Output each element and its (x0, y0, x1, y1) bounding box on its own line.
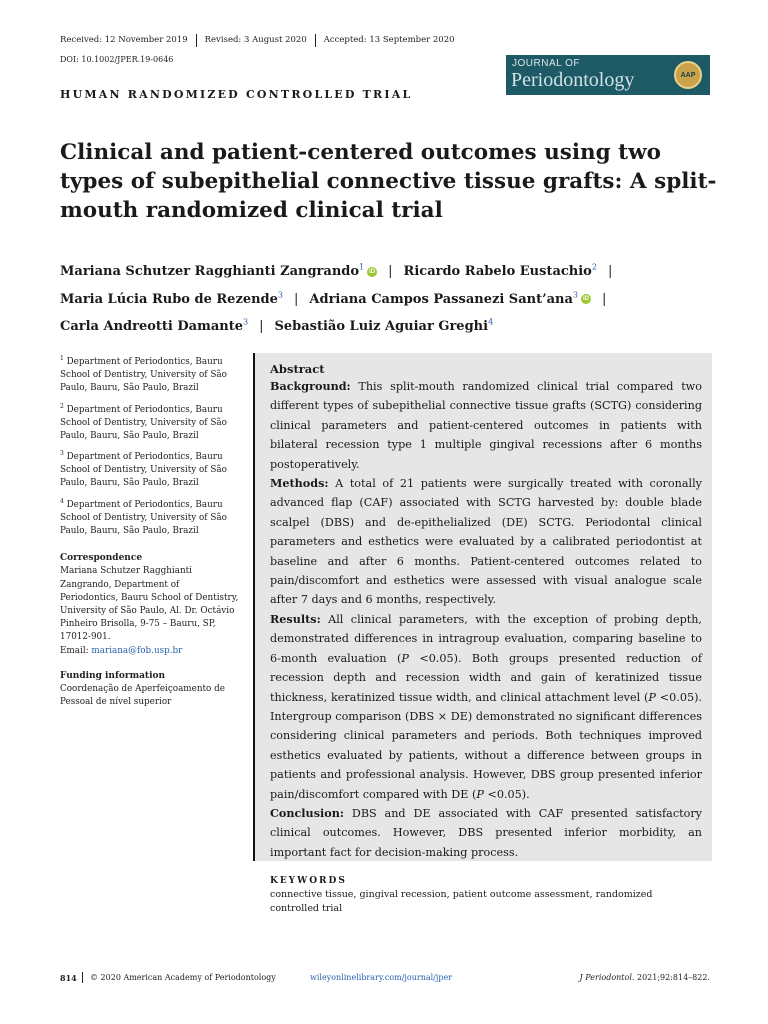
journal-small-label: JOURNAL OF (512, 58, 580, 69)
orcid-icon[interactable]: iD (369, 268, 376, 275)
author[interactable]: Sebastião Luiz Aguiar Greghi$^4$ (274, 317, 494, 334)
author-separator: | (607, 264, 613, 280)
page-number: 814 (60, 973, 77, 983)
funding-heading: Funding information (60, 670, 166, 681)
author[interactable]: Carla Andreotti Damante$^3$ (60, 317, 249, 334)
revised-date: Revised: 3 August 2020 (197, 34, 316, 47)
affiliation: $^2$ Department of Periodontics, Bauru School of Dentistry, University of São Paulo, Bauru, São Paulo, Brazil (60, 402, 227, 441)
journal-logo (506, 55, 710, 95)
received-date: Received: 12 November 2019 (60, 34, 197, 47)
article-title: Clinical and patient-centered outcomes using two types of subepithelial connective tissue grafts: A split-mouth randomized clinical trial (60, 140, 717, 223)
funding-text: Coordenação de Aperfeiçoamento de Pessoal de nível superior (60, 683, 225, 708)
footer-divider (82, 972, 83, 983)
affiliations-column (60, 352, 240, 713)
accepted-date: Accepted: 13 September 2020 (323, 35, 455, 45)
author[interactable]: Adriana Campos Passanezi Sant’ana$^3$ iD (309, 290, 589, 307)
author[interactable]: Mariana Schutzer Ragghianti Zangrando$^1$ iD (60, 263, 376, 280)
author-list (60, 256, 720, 338)
correspondence-text: Mariana Schutzer Ragghianti Zangrando, Department of Periodontics, Bauru School of Dentistry, University of São Paulo, Al. Dr. Octávio Pinheiro Brisolla, 9-75 – Bauru, SP, 17012-901. Email: mariana@fob.usp.br (60, 566, 239, 656)
citation: J Periodontol. 2021;92:814–822. (579, 973, 710, 982)
article-dates (60, 34, 463, 47)
keywords-heading: KEYWORDS (270, 876, 347, 887)
keywords: connective tissue, gingival recession, patient outcome assessment, randomized controlled trial (270, 889, 653, 915)
affiliation: $^3$ Department of Periodontics, Bauru School of Dentistry, University of São Paulo, Bauru, São Paulo, Brazil (60, 450, 227, 489)
aap-seal-icon: AAP (674, 61, 702, 89)
email-link[interactable]: mariana@fob.usp.br (91, 645, 183, 656)
abstract-results: Results: All clinical parameters, with the exception of probing depth, demonstrated differences in intragroup evaluation, comparing baseline to 6-month evaluation (P <0.05). Both groups presented reduction of recession depth and recession width and gain of keratinized tissue thickness, keratinized tissue width, and clinical attachment level (P <0.05). Intergroup comparison (DBS × DE) demonstrated no significant differences considering clinical parameters and periods. Both techniques improved esthetics evaluated by patients, without a difference between groups in patients and professional analysis. However, DBS group presented inferior pain/discomfort compared with DE (P <0.05). (270, 611, 702, 801)
author-separator: | (602, 291, 607, 307)
author-separator: | (259, 318, 264, 334)
abstract-heading: Abstract (270, 362, 325, 376)
abstract (270, 361, 702, 916)
orcid-icon[interactable]: iD (583, 296, 589, 303)
author-separator: | (294, 291, 299, 307)
journal-name: Periodontology (511, 69, 635, 91)
author[interactable]: Ricardo Rabelo Eustachio$^2$ (403, 263, 597, 280)
affiliation: $^4$ Department of Periodontics, Bauru School of Dentistry, University of São Paulo, Bauru, São Paulo, Brazil (60, 497, 227, 536)
abstract-conclusion: Conclusion: DBS and DE associated with CAF presented satisfactory clinical outcomes. However, DBS presented inferior morbidity, an important fact for decision-making process. (270, 805, 702, 859)
copyright: © 2020 American Academy of Periodontology (90, 973, 276, 982)
abstract-methods: Methods: A total of 21 patients were surgically treated with coronally advanced flap (CAF) associated with SCTG harvested by: double blade scalpel (DBS) and de-epithelialized (DE) SCTG. Periodontal clinical parameters and esthetics were evaluated by a calibrated periodontist at baseline and after 6 months. Patient-centered outcomes related to pain/discomfort and esthetics were assessed with visual analogue scale after 7 days and 6 months, respectively. (270, 476, 702, 607)
abstract-background: Background: This split-mouth randomized clinical trial compared two different types of subepithelial connective tissue grafts (SCTG) considering clinical parameters and patient-centered outcomes in patients with bilateral recession type 1 multiple gingival recessions after 6 months postoperatively. (270, 379, 702, 471)
affiliation: $^1$ Department of Periodontics, Bauru School of Dentistry, University of São Paulo, Bauru, São Paulo, Brazil (60, 355, 227, 394)
author-separator: | (388, 264, 393, 280)
journal-url-link[interactable]: wileyonlinelibrary.com/journal/jper (310, 973, 453, 982)
article-type: HUMAN RANDOMIZED CONTROLLED TRIAL (60, 88, 413, 101)
doi: DOI: 10.1002/JPER.19-0646 (60, 55, 174, 64)
author[interactable]: Maria Lúcia Rubo de Rezende$^3$ (60, 290, 284, 307)
correspondence-heading: Correspondence (60, 553, 143, 564)
